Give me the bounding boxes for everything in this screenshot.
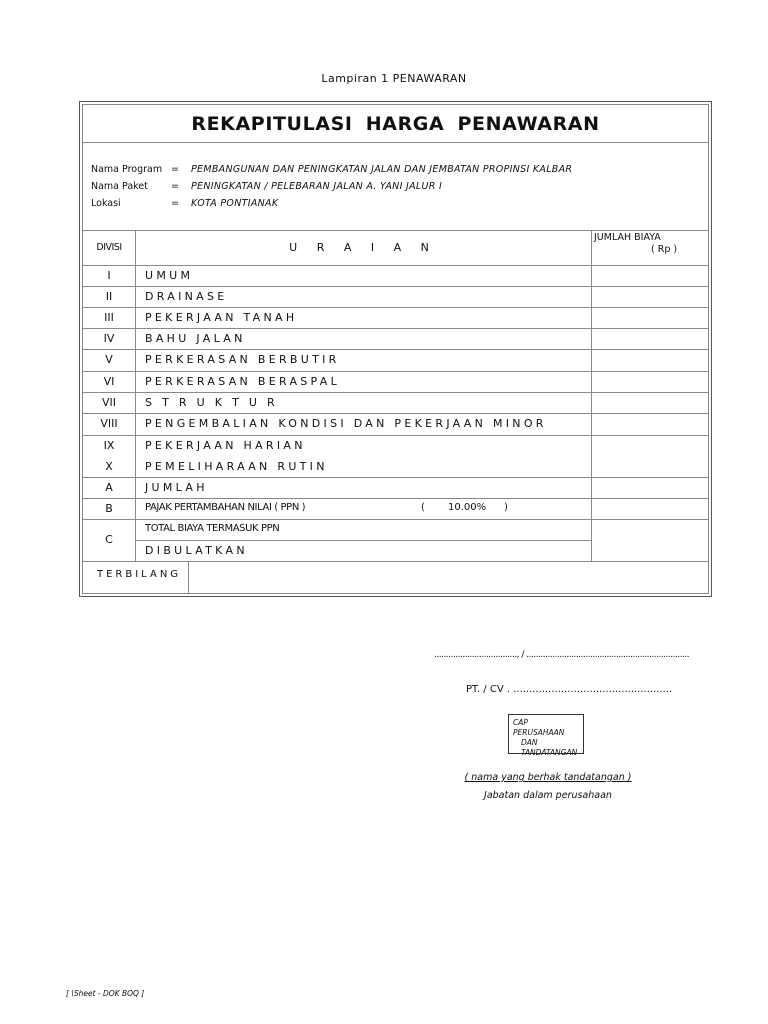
info-value: PENINGKATAN / PELEBARAN JALAN A. YANI JALUR I [191, 181, 443, 192]
signer-name [0, 772, 768, 783]
project-info [91, 161, 572, 212]
signer-position: Jabatan dalam perusahaan [484, 790, 612, 801]
info-label: Nama Program [91, 164, 163, 175]
header-divisi: DIVISI [96, 242, 122, 253]
row-divider [83, 371, 708, 372]
row-code: C [105, 533, 113, 546]
place-date-line: ..................................., / ..................................................................... [434, 650, 690, 660]
ppn-rate: 10.00% [448, 502, 487, 513]
row-desc: PAJAK PERTAMBAHAN NILAI ( PPN ) [145, 502, 306, 513]
row-code: IX [103, 439, 115, 452]
row-desc: DIBULATKAN [145, 544, 248, 557]
row-desc: PEKERJAAN TANAH [145, 311, 298, 324]
row-code: V [105, 353, 113, 366]
info-row-package [91, 178, 572, 195]
row-code: IV [103, 332, 115, 345]
col-divider-jumlah [591, 230, 592, 561]
info-row-location [91, 195, 572, 212]
table-header-border [83, 265, 708, 266]
row-divider [83, 349, 708, 350]
info-equals: = [171, 181, 179, 192]
stamp-text: TANDATANGAN [521, 748, 578, 757]
row-divider [83, 286, 708, 287]
recap-form [79, 101, 712, 597]
row-desc: TOTAL BIAYA TERMASUK PPN [145, 523, 280, 534]
row-code: X [105, 460, 113, 473]
ppn-paren-close: ) [504, 502, 508, 513]
header-jumlah-label: JUMLAH BIAYA [594, 232, 661, 243]
row-code: VII [101, 396, 116, 409]
row-divider [83, 561, 708, 562]
info-row-program [91, 161, 572, 178]
ppn-paren-open: ( [421, 502, 425, 513]
attachment-label: Lampiran 1 PENAWARAN [321, 72, 467, 85]
row-code: B [105, 502, 113, 515]
info-label: Nama Paket [91, 181, 148, 192]
row-desc: S T R U K T U R [145, 396, 278, 409]
row-desc: PERKERASAN BERBUTIR [145, 353, 340, 366]
recap-form-inner [82, 104, 709, 594]
row-divider-partial [135, 540, 591, 541]
col-divider-terbilang [188, 561, 189, 594]
row-code: VI [103, 375, 115, 388]
row-divider [83, 435, 708, 436]
row-desc: PEMELIHARAAN RUTIN [145, 460, 328, 473]
row-code: VIII [100, 417, 118, 430]
row-divider [83, 477, 708, 478]
row-desc: DRAINASE [145, 290, 228, 303]
row-code: II [105, 290, 113, 303]
row-desc: UMUM [145, 269, 194, 282]
row-desc: PEKERJAAN HARIAN [145, 439, 306, 452]
stamp-text: CAP PERUSAHAAN [513, 718, 565, 737]
row-desc: PERKERASAN BERASPAL [145, 375, 341, 388]
row-desc: JUMLAH [145, 481, 208, 494]
row-divider [83, 519, 708, 520]
col-divider-divisi [135, 230, 136, 561]
info-value: KOTA PONTIANAK [191, 198, 279, 209]
info-value: PEMBANGUNAN DAN PENINGKATAN JALAN DAN JEMBATAN PROPINSI KALBAR [191, 164, 573, 175]
info-label: Lokasi [91, 198, 121, 209]
form-title: REKAPITULASI HARGA PENAWARAN [83, 105, 708, 143]
company-line: PT. / CV . .................................................. [466, 684, 673, 695]
row-desc: PENGEMBALIAN KONDISI DAN PEKERJAAN MINOR [145, 417, 547, 430]
stamp-box [508, 714, 584, 757]
row-code: I [107, 269, 111, 282]
row-code: A [105, 481, 113, 494]
row-divider [83, 498, 708, 499]
row-desc: BAHU JALAN [145, 332, 246, 345]
header-jumlah-unit: ( Rp ) [651, 244, 678, 255]
signer-name-text: ( nama yang berhak tandatangan ) [464, 772, 632, 783]
terbilang-label: TERBILANG [97, 569, 182, 580]
sheet-footer: [ \Sheet - DOK BOQ ] [66, 989, 145, 998]
row-code: III [104, 311, 114, 324]
row-divider [83, 392, 708, 393]
info-equals: = [171, 198, 179, 209]
stamp-text: DAN [521, 738, 538, 747]
header-uraian: U R A I A N [289, 241, 437, 254]
row-divider [83, 413, 708, 414]
row-divider [83, 307, 708, 308]
row-divider [83, 328, 708, 329]
info-equals: = [171, 164, 179, 175]
header-jumlah [594, 232, 704, 256]
